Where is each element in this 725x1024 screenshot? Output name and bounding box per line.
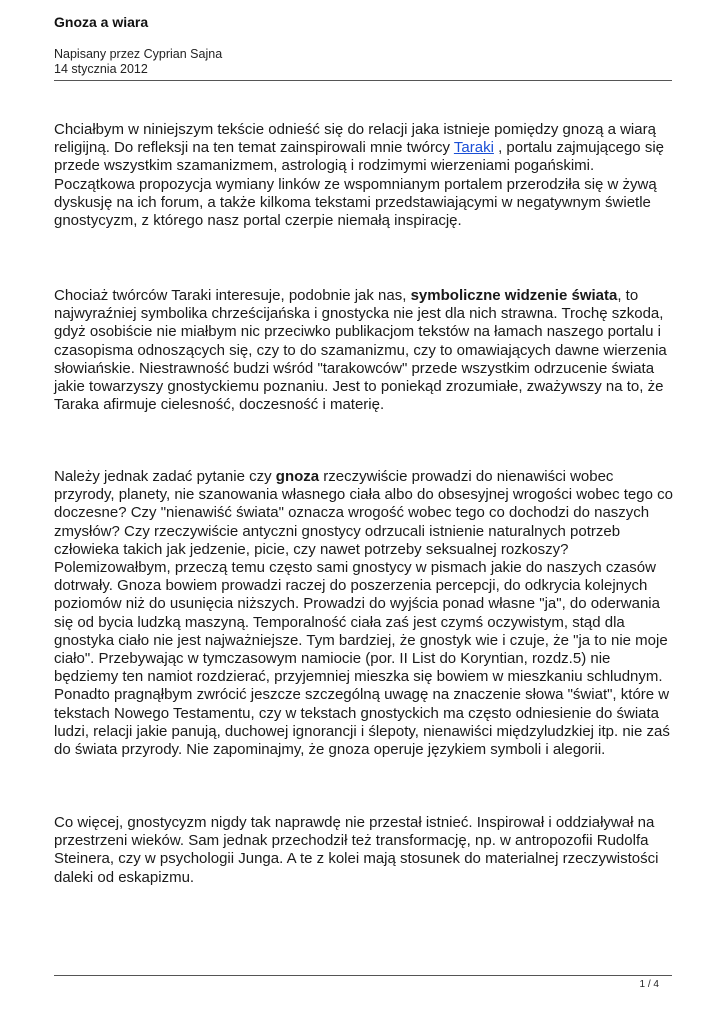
bold-phrase: symboliczne widzenie świata	[410, 287, 618, 304]
publish-date: 14 stycznia 2012	[54, 62, 148, 76]
paragraph-text: , portalu zajmującego się przede wszystkim szamanizmem, astrologią i rodzimymi wierzeniami pogańskimi. Początkowa propozycja wymiany linków ze wspomnianym portalem przerodziła się w żywą dyskusję na ich forum, a także kilkoma tekstami przedstawiającymi w negatywnym świetle gnostycyzm, z którego nasz portal czerpie niemałą inspirację.	[54, 139, 664, 230]
paragraph-text: Należy jednak zadać pytanie czy	[54, 468, 276, 485]
page-title: Gnoza a wiara	[54, 14, 149, 30]
author-line: Napisany przez Cyprian Sajna	[54, 47, 223, 61]
taraki-link[interactable]: Taraki	[453, 139, 494, 157]
paragraph-text: Chciałbym w niniejszym tekście odnieść się do relacji jaka istnieje pomiędzy gnozą a wiarą religijną. Do refleksji na ten temat zainspirowali mnie twórcy	[54, 121, 656, 157]
header-divider	[54, 80, 672, 81]
paragraph-4: Co więcej, gnostycyzm nigdy tak naprawdę nie przestał istnieć. Inspirował i oddziaływał na przestrzeni wieków. Sam jednak przechodził też transformację, np. w antropozofii Rudolfa Steinera, czy w psychologii Junga. A te z kolei mają stosunek do materialnej rzeczywistości daleki od eskapizmu.	[54, 814, 659, 886]
paragraph-2	[54, 287, 674, 414]
article-meta	[54, 47, 672, 77]
paragraph-1	[54, 121, 674, 230]
paragraph-text: rzeczywiście prowadzi do nienawiści wobec przyrody, planety, nie szanowania własnego ciała albo do obsesyjnej wrogości wobec tego co doczesne? Czy "nienawiść świata" oznacza wrogość wobec tego co dochodzi do naszych zmysłów? Czy rzeczywiście antyczni gnostycy odrzucali istnienie naturalnych potrzeb człowieka takich jak jedzenie, picie, czy nawet potrzeby seksualnej rozkoszy? Polemizowałbym, przeczą temu często sami gnostycy w pismach jakie do naszych czasów dotrwały. Gnoza bowiem prowadzi raczej do poszerzenia percepcji, do odkrycia kolejnych poziomów niż do usunięcia niższych. Prowadzi do wyjścia ponad własne "ja", do oderwania się od bycia ludzką maszyną. Temporalność ciała zaś jest czymś oczywistym, stąd dla gnostyka ciało nie jest najważniejsze. Tym bardziej, że gnostyk wie i czuje, że "ja to nie moje ciało". Przebywając w tymczasowym namiocie (por. II List do Koryntian, rozdz.5) nie będziemy ten namiot rozdzierać, przyjemniej mieszka się bowiem w mieszkaniu schludnym. Ponadto pragnąłbym zwrócić jeszcze szczególną uwagę na znaczenie słowa "świat", które w tekstach Nowego Testamentu, czy w tekstach gnostyckich ma często odniesienie do świata ludzi, relacji jakie panują, duchowej ignorancji i ślepoty, nienawiści międzyludzkiej itp. nie zaś do świata przyrody. Nie zapominajmy, że gnoza operuje językiem symboli i alegorii.	[54, 468, 673, 759]
paragraph-text: , to najwyraźniej symbolika chrześcijańska i gnostycka nie jest dla nich strawna. Trochę szkoda, gdyż osobiście nie miałbym nic przeciwko publikacjom tekstów na łamach naszego portalu i czasopisma odnoszących się, czy to do szamanizmu, czy to omawiających dawne wierzenia słowiańskie. Niestrawność budzi wśród "tarakowców" przede wszystkim odrzucenie świata jakie towarzyszy gnostyckiemu poznaniu. Jest to poniekąd zrozumiałe, zważywszy na to, że Taraka afirmuje cielesność, doczesność i materię.	[54, 287, 667, 414]
bold-word: gnoza	[275, 468, 320, 485]
paragraph-text: Chociaż twórców Taraki interesuje, podobnie jak nas,	[54, 287, 411, 304]
document-header	[54, 14, 672, 77]
page-number: 1 / 4	[639, 979, 659, 990]
footer-divider	[54, 975, 672, 976]
paragraph-3	[54, 468, 674, 759]
